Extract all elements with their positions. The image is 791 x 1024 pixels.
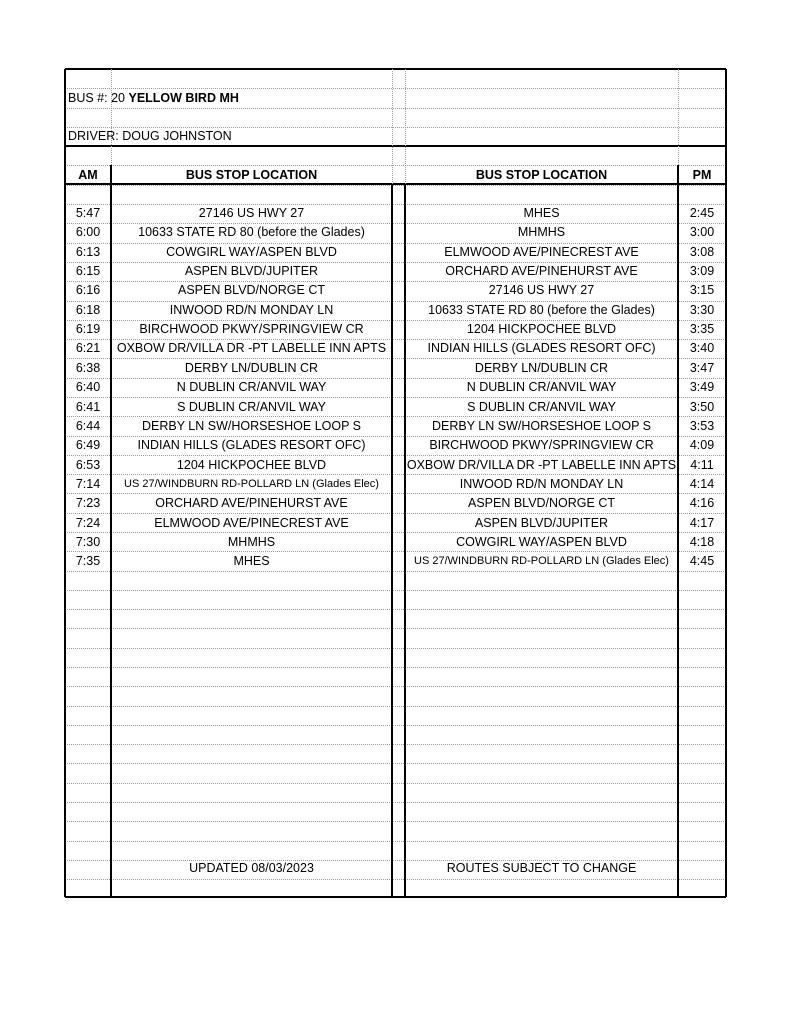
grid-row-line — [65, 185, 726, 186]
pm-stop-location: ASPEN BLVD/NORGE CT — [467, 496, 616, 510]
grid-row-line — [65, 667, 726, 668]
pm-stop-time: 3:53 — [689, 419, 715, 433]
am-stop-location: DERBY LN/DUBLIN CR — [184, 361, 319, 375]
pm-stop-location: ELMWOOD AVE/PINECREST AVE — [444, 245, 639, 259]
pm-stop-time: 3:35 — [689, 322, 715, 336]
pm-stop-time: 4:18 — [689, 535, 715, 549]
driver-name: DOUG JOHNSTON — [122, 129, 232, 143]
am-stop-time: 5:47 — [75, 206, 101, 220]
pm-stop-location: MHES — [523, 206, 560, 220]
am-column-header: AM — [78, 168, 98, 182]
bus-label: BUS #: — [68, 91, 108, 105]
am-stop-location: 10633 STATE RD 80 (before the Glades) — [138, 225, 365, 239]
pm-stop-time: 3:30 — [689, 303, 715, 317]
pm-stop-location: INWOOD RD/N MONDAY LN — [459, 477, 624, 491]
grid-column-rule — [391, 184, 393, 897]
am-stop-location: 1204 HICKPOCHEE BLVD — [176, 458, 327, 472]
pm-stop-location: ASPEN BLVD/JUPITER — [474, 516, 609, 530]
am-stop-time: 6:40 — [75, 380, 101, 394]
pm-stop-location: 10633 STATE RD 80 (before the Glades) — [428, 303, 655, 317]
pm-stop-time: 4:16 — [689, 496, 715, 510]
am-stop-time: 6:18 — [75, 303, 101, 317]
grid-rule — [65, 68, 726, 70]
pm-stop-location: DERBY LN/DUBLIN CR — [474, 361, 609, 375]
grid-row-line — [65, 686, 726, 687]
grid-column-line — [111, 69, 112, 165]
pm-stop-location: N DUBLIN CR/ANVIL WAY — [466, 380, 617, 394]
am-stop-location: MHES — [233, 554, 270, 568]
grid-row-line — [65, 628, 726, 629]
pm-stop-time: 3:08 — [689, 245, 715, 259]
grid-bottom-rule — [65, 896, 726, 898]
pm-stop-time: 3:40 — [689, 341, 715, 355]
am-stop-location: S DUBLIN CR/ANVIL WAY — [177, 400, 326, 414]
am-stop-time: 6:49 — [75, 438, 101, 452]
grid-row-line — [65, 108, 726, 109]
am-location-header: BUS STOP LOCATION — [185, 168, 318, 182]
pm-stop-time: 3:47 — [689, 361, 715, 375]
am-stop-location: ASPEN BLVD/NORGE CT — [177, 283, 326, 297]
pm-stop-location: US 27/WINDBURN RD-POLLARD LN (Glades Elec) — [414, 555, 669, 567]
driver-info — [68, 127, 398, 146]
am-stop-time: 6:41 — [75, 400, 101, 414]
grid-row-line — [65, 590, 726, 591]
bus-number: 20 — [111, 91, 125, 105]
bus-name: YELLOW BIRD MH — [128, 91, 239, 105]
pm-stop-location: 1204 HICKPOCHEE BLVD — [466, 322, 617, 336]
pm-stop-time: 4:45 — [689, 554, 715, 568]
grid-row-line — [65, 648, 726, 649]
pm-stop-location: 27146 US HWY 27 — [488, 283, 595, 297]
am-stop-location: MHMHS — [227, 535, 276, 549]
pm-stop-location: DERBY LN SW/HORSESHOE LOOP S — [431, 419, 652, 433]
am-stop-time: 6:13 — [75, 245, 101, 259]
am-stop-location: COWGIRL WAY/ASPEN BLVD — [166, 245, 337, 259]
grid-row-line — [65, 802, 726, 803]
am-stop-location: INWOOD RD/N MONDAY LN — [169, 303, 334, 317]
am-stop-time: 7:35 — [75, 554, 101, 568]
am-stop-time: 6:16 — [75, 283, 101, 297]
am-stop-location: OXBOW DR/VILLA DR -PT LABELLE INN APTS — [116, 341, 387, 355]
am-stop-location: INDIAN HILLS (GLADES RESORT OFC) — [137, 438, 366, 452]
am-stop-location: ORCHARD AVE/PINEHURST AVE — [155, 496, 348, 510]
grid-row-line — [65, 821, 726, 822]
pm-stop-time: 3:00 — [689, 225, 715, 239]
am-stop-time: 6:00 — [75, 225, 101, 239]
grid-row-line — [65, 609, 726, 610]
am-stop-location: ELMWOOD AVE/PINECREST AVE — [154, 516, 349, 530]
pm-stop-location: COWGIRL WAY/ASPEN BLVD — [456, 535, 627, 549]
updated-date: UPDATED 08/03/2023 — [189, 861, 314, 875]
routes-notice: ROUTES SUBJECT TO CHANGE — [446, 861, 637, 875]
am-stop-time: 6:15 — [75, 264, 101, 278]
am-stop-location: N DUBLIN CR/ANVIL WAY — [176, 380, 327, 394]
grid-row-line — [65, 725, 726, 726]
pm-stop-location: MHMHS — [517, 225, 566, 239]
grid-row-line — [65, 571, 726, 572]
am-stop-location: BIRCHWOOD PKWY/SPRINGVIEW CR — [139, 322, 364, 336]
pm-location-header: BUS STOP LOCATION — [475, 168, 608, 182]
pm-stop-location: ORCHARD AVE/PINEHURST AVE — [445, 264, 638, 278]
am-stop-time: 7:24 — [75, 516, 101, 530]
pm-stop-time: 3:49 — [689, 380, 715, 394]
pm-stop-time: 3:15 — [689, 283, 715, 297]
grid-row-line — [65, 744, 726, 745]
grid-row-line — [65, 783, 726, 784]
driver-label: DRIVER: — [68, 129, 119, 143]
am-stop-time: 6:21 — [75, 341, 101, 355]
pm-stop-time: 4:14 — [689, 477, 715, 491]
pm-stop-time: 3:50 — [689, 400, 715, 414]
am-stop-time: 6:53 — [75, 458, 101, 472]
pm-stop-time: 4:09 — [689, 438, 715, 452]
am-stop-location: 27146 US HWY 27 — [198, 206, 305, 220]
am-stop-time: 7:14 — [75, 477, 101, 491]
grid-border — [725, 69, 727, 897]
pm-stop-time: 2:45 — [689, 206, 715, 220]
grid-row-line — [65, 763, 726, 764]
pm-stop-location: INDIAN HILLS (GLADES RESORT OFC) — [427, 341, 656, 355]
am-stop-time: 7:23 — [75, 496, 101, 510]
am-stop-time: 6:44 — [75, 419, 101, 433]
am-stop-location: US 27/WINDBURN RD-POLLARD LN (Glades Elec) — [124, 478, 379, 490]
pm-column-header: PM — [692, 168, 712, 182]
grid-row-line — [65, 879, 726, 880]
pm-stop-time: 4:17 — [689, 516, 715, 530]
am-stop-location: ASPEN BLVD/JUPITER — [184, 264, 319, 278]
pm-stop-time: 3:09 — [689, 264, 715, 278]
am-stop-time: 6:19 — [75, 322, 101, 336]
grid-column-line — [678, 69, 679, 165]
grid-row-line — [65, 841, 726, 842]
am-stop-time: 6:38 — [75, 361, 101, 375]
pm-stop-location: S DUBLIN CR/ANVIL WAY — [467, 400, 616, 414]
am-stop-time: 7:30 — [75, 535, 101, 549]
am-stop-location: DERBY LN SW/HORSESHOE LOOP S — [141, 419, 362, 433]
pm-stop-location: BIRCHWOOD PKWY/SPRINGVIEW CR — [429, 438, 654, 452]
pm-stop-location: OXBOW DR/VILLA DR -PT LABELLE INN APTS — [406, 458, 677, 472]
grid-row-line — [65, 706, 726, 707]
bus-info — [68, 89, 398, 108]
pm-stop-time: 4:11 — [690, 458, 714, 472]
